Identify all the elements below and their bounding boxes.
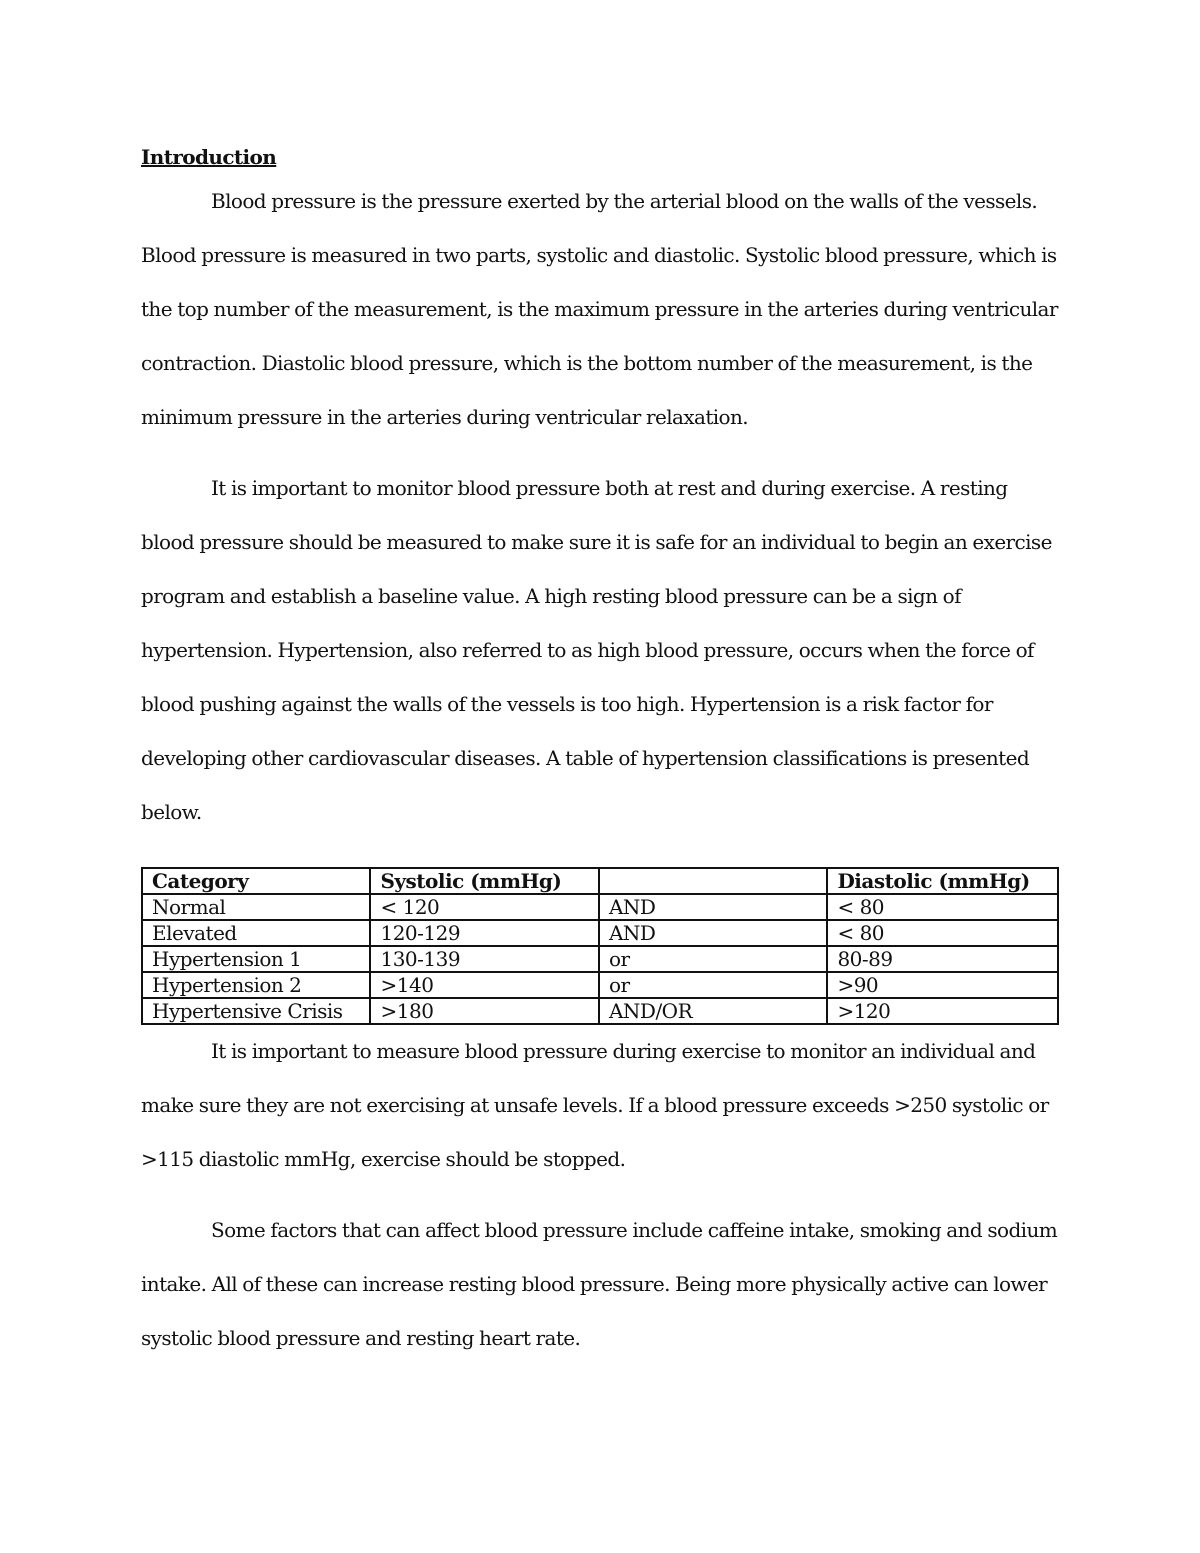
hypertension-classification-table xyxy=(141,867,1059,1025)
table-header-row xyxy=(142,868,1058,894)
table-cell-diastolic: < 80 xyxy=(827,894,1058,920)
header-systolic: Systolic (mmHg) xyxy=(370,868,598,894)
table-cell-diastolic: < 80 xyxy=(827,920,1058,946)
table-cell-category: Elevated xyxy=(142,920,370,946)
table-cell-category: Hypertensive Crisis xyxy=(142,998,370,1024)
table-cell-connector: or xyxy=(599,946,827,972)
table-cell-connector: AND xyxy=(599,894,827,920)
table-row xyxy=(142,894,1058,920)
table-row xyxy=(142,946,1058,972)
table-cell-connector: AND xyxy=(599,920,827,946)
table-row xyxy=(142,972,1058,998)
table-cell-systolic: < 120 xyxy=(370,894,598,920)
table-cell-diastolic: >90 xyxy=(827,972,1058,998)
paragraph-monitoring-blood-pressure: It is important to monitor blood pressure both at rest and during exercise. A resting blood pressure should be measured to make sure it is safe for an individual to begin an exercise program and establish a baseline value. A high resting blood pressure can be a sign of hypertension. Hypertension, also referred to as high blood pressure, occurs when the force of blood pushing against the walls of the vessels is too high. Hypertension is a risk factor for developing other cardiovascular diseases. A table of hypertension classifications is presented below. xyxy=(141,476,1052,824)
table-cell-category: Normal xyxy=(142,894,370,920)
header-category: Category xyxy=(142,868,370,894)
paragraph-exercise-blood-pressure: It is important to measure blood pressure during exercise to monitor an individual and make sure they are not exercising at unsafe levels. If a blood pressure exceeds >250 systolic or >115 diastolic mmHg, exercise should be stopped. xyxy=(141,1039,1049,1171)
header-diastolic: Diastolic (mmHg) xyxy=(827,868,1058,894)
table-cell-category: Hypertension 1 xyxy=(142,946,370,972)
paragraph-factors-affecting-blood-pressure: Some factors that can affect blood pressure include caffeine intake, smoking and sodium intake. All of these can increase resting blood pressure. Being more physically active can lower systolic blood pressure and resting heart rate. xyxy=(141,1218,1058,1350)
table-cell-systolic: 120-129 xyxy=(370,920,598,946)
table-row xyxy=(142,920,1058,946)
table-cell-diastolic: 80-89 xyxy=(827,946,1058,972)
table-cell-systolic: >140 xyxy=(370,972,598,998)
section-heading: Introduction xyxy=(141,145,277,169)
table-cell-connector: AND/OR xyxy=(599,998,827,1024)
paragraph-blood-pressure-definition: Blood pressure is the pressure exerted by the arterial blood on the walls of the vessels. Blood pressure is measured in two parts, systolic and diastolic. Systolic blood pressure, which is the top number of the measurement, is the maximum pressure in the arteries during ventricular contraction. Diastolic blood pressure, which is the bottom number of the measurement, is the minimum pressure in the arteries during ventricular relaxation. xyxy=(141,189,1058,429)
table-cell-connector: or xyxy=(599,972,827,998)
table-cell-diastolic: >120 xyxy=(827,998,1058,1024)
header-blank xyxy=(599,868,827,894)
table-cell-category: Hypertension 2 xyxy=(142,972,370,998)
table-cell-systolic: 130-139 xyxy=(370,946,598,972)
table-cell-systolic: >180 xyxy=(370,998,598,1024)
table-row xyxy=(142,998,1058,1024)
